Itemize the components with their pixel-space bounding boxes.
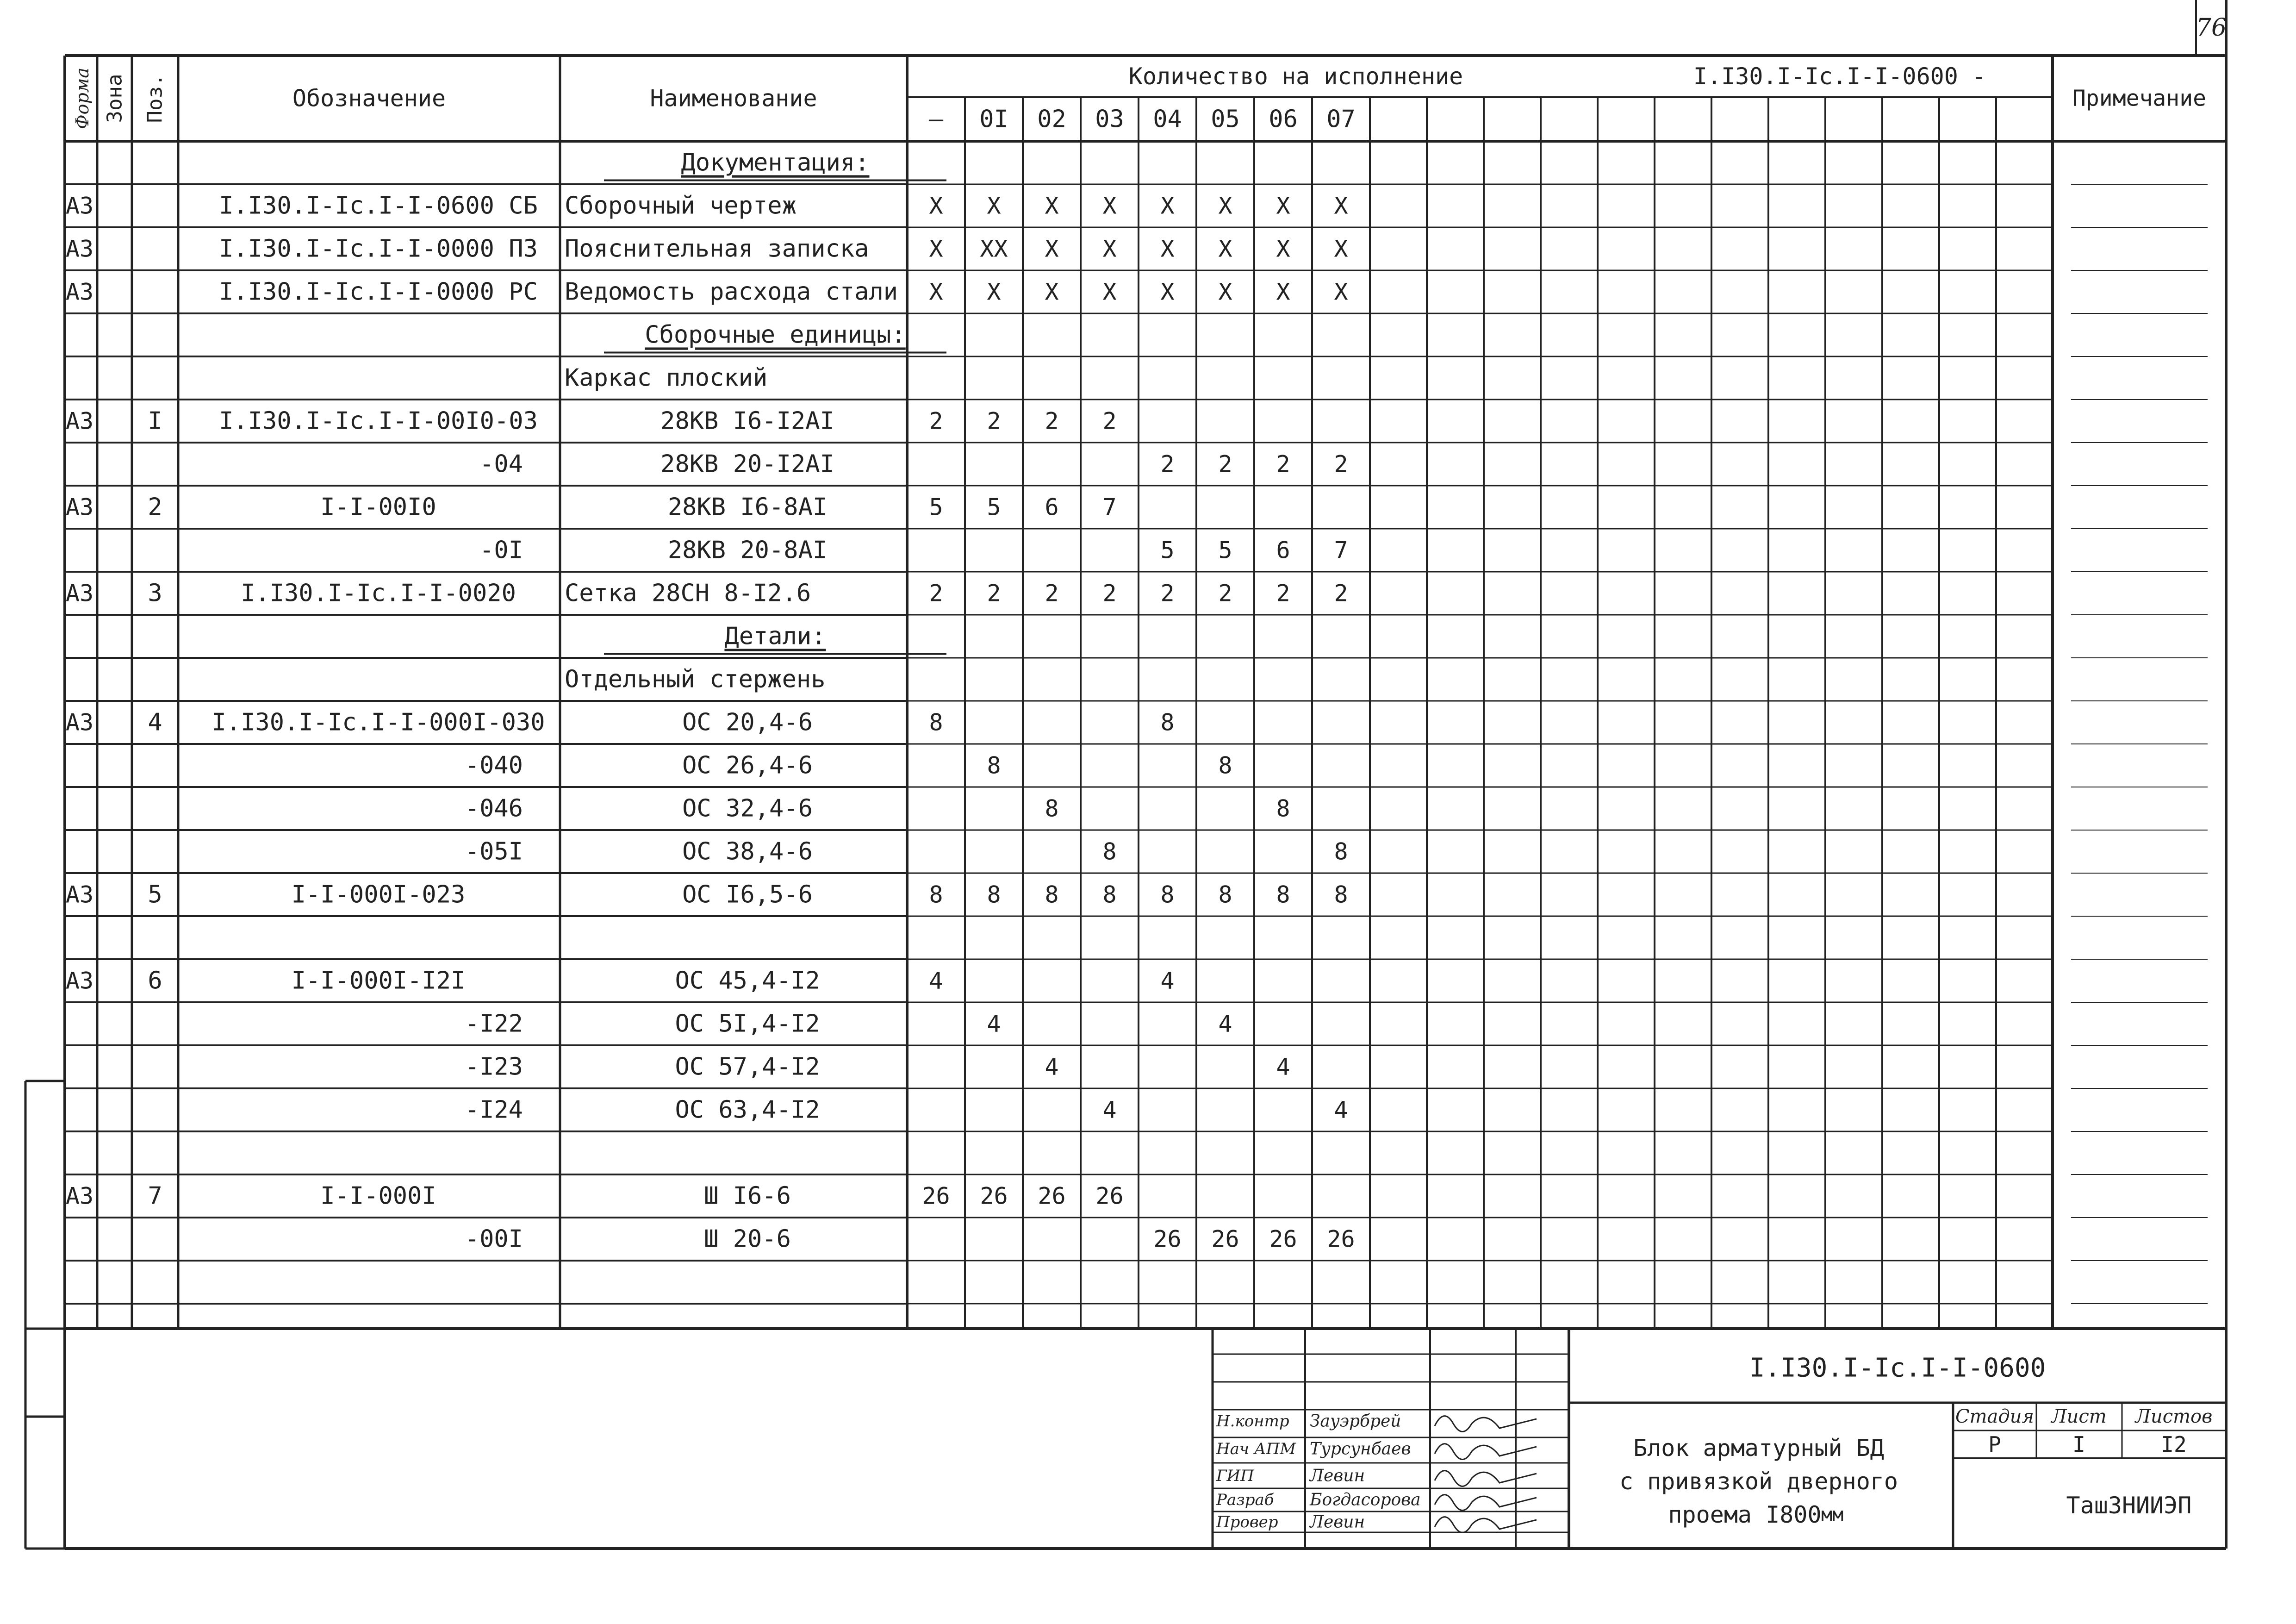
quantity-cell: 2 xyxy=(1276,450,1290,478)
quantity-cell: X xyxy=(1276,192,1290,219)
signature-name: Богдасорова xyxy=(1310,1490,1421,1510)
quantity-cell: 8 xyxy=(929,881,943,908)
cell-naimenovanie: Ш 20-6 xyxy=(704,1225,791,1253)
list-label: Лист xyxy=(2051,1406,2107,1427)
signature-role: ГИП xyxy=(1216,1467,1254,1485)
organization: ТашЗНИИЭП xyxy=(2066,1492,2192,1519)
cell-naimenovanie: Ведомость расхода стали xyxy=(565,278,898,306)
signature-name: Левин xyxy=(1310,1466,1365,1486)
quantity-cell: 2 xyxy=(1160,580,1175,607)
cell-naimenovanie: ОС 32,4-6 xyxy=(682,794,813,823)
quantity-cell: X xyxy=(1276,278,1290,306)
cell-oboznachenie: -046 xyxy=(465,794,523,823)
quantity-cell: 2 xyxy=(1102,407,1117,435)
quantity-cell: 4 xyxy=(1102,1096,1117,1124)
quantity-cell: X xyxy=(1045,278,1059,306)
cell-poz: 2 xyxy=(148,493,162,521)
quantity-cell: 26 xyxy=(1038,1182,1066,1210)
cell-oboznachenie: I-I-00I0 xyxy=(320,493,436,521)
cell-poz: 4 xyxy=(148,708,162,737)
cell-oboznachenie: -05I xyxy=(465,837,523,866)
quantity-cell: 2 xyxy=(1045,407,1059,435)
quantity-cell: 8 xyxy=(1218,752,1232,779)
quantity-cell: 2 xyxy=(1218,450,1232,478)
quantity-cell: 8 xyxy=(929,709,943,736)
cell-naimenovanie: Сетка 28СН 8-I2.6 xyxy=(565,579,811,607)
cell-forma: A3 xyxy=(65,709,94,736)
quantity-cell: X xyxy=(1334,278,1348,306)
quantity-cell: X xyxy=(1102,235,1117,262)
cell-oboznachenie: I-I-000I-I2I xyxy=(291,967,466,995)
quantity-cell: X xyxy=(1160,235,1175,262)
cell-naimenovanie: 28КВ 20-I2AI xyxy=(660,450,834,478)
variant-header: – xyxy=(928,105,944,133)
quantity-cell: 26 xyxy=(922,1182,950,1210)
quantity-cell: 8 xyxy=(1160,709,1175,736)
cell-forma: A3 xyxy=(65,192,94,219)
section-title: Сборочные единицы: xyxy=(645,321,906,349)
signature-role: Провер xyxy=(1216,1513,1278,1531)
signature-name: Левин xyxy=(1310,1512,1365,1532)
cell-naimenovanie: ОС 38,4-6 xyxy=(682,837,813,866)
quantity-cell: 4 xyxy=(987,1010,1001,1037)
quantity-cell: 4 xyxy=(929,967,943,994)
list-value: I xyxy=(2072,1432,2085,1457)
cell-naimenovanie: ОС 5I,4-I2 xyxy=(675,1010,820,1038)
header-naimenovanie: Наименование xyxy=(650,85,817,112)
variant-header: 05 xyxy=(1211,105,1240,133)
quantity-cell: 2 xyxy=(1045,580,1059,607)
cell-oboznachenie: -040 xyxy=(465,751,523,780)
cell-oboznachenie: -I24 xyxy=(465,1096,523,1124)
cell-oboznachenie: I-I-000I-023 xyxy=(291,881,466,909)
cell-oboznachenie: I.I30.I-Ic.I-I-00I0-03 xyxy=(219,407,538,435)
cell-oboznachenie: -00I xyxy=(465,1225,523,1253)
signature-role: Нач АПМ xyxy=(1216,1440,1296,1458)
quantity-cell: 26 xyxy=(1327,1225,1355,1253)
section-title: Детали: xyxy=(724,622,826,650)
quantity-cell: X xyxy=(1334,192,1348,219)
cell-naimenovanie: Каркас плоский xyxy=(565,364,768,392)
stadiya-label: Стадия xyxy=(1955,1406,2034,1427)
quantity-cell: X xyxy=(929,192,943,219)
header-base-designation: I.I30.I-Ic.I-I-0600 - xyxy=(1693,63,1986,90)
quantity-cell: 8 xyxy=(1102,881,1117,908)
quantity-cell: X xyxy=(1218,278,1232,306)
quantity-cell: 7 xyxy=(1334,537,1348,564)
title-line-1: Блок арматурный БД xyxy=(1633,1435,1884,1462)
variant-header: 07 xyxy=(1326,105,1356,133)
quantity-cell: X xyxy=(1160,192,1175,219)
title-line-3: проема I800 xyxy=(1668,1501,1822,1528)
stadiya-value: Р xyxy=(1988,1432,2001,1457)
header-kolichestvo: Количество на исполнение xyxy=(1128,63,1463,90)
quantity-cell: X xyxy=(1334,235,1348,262)
header-oboznachenie: Обозначение xyxy=(292,85,446,112)
quantity-cell: 6 xyxy=(1045,493,1059,521)
cell-naimenovanie: ОС 63,4-I2 xyxy=(675,1096,820,1124)
cell-poz: 3 xyxy=(148,579,162,607)
cell-forma: A3 xyxy=(65,1182,94,1210)
title-unit: мм xyxy=(1821,1504,1844,1525)
quantity-cell: X xyxy=(929,278,943,306)
quantity-cell: X xyxy=(1218,235,1232,262)
signature-role: Н.контр xyxy=(1216,1412,1289,1430)
quantity-cell: 4 xyxy=(1218,1010,1232,1037)
quantity-cell: X xyxy=(1045,192,1059,219)
quantity-cell: 8 xyxy=(1102,838,1117,865)
quantity-cell: 2 xyxy=(987,580,1001,607)
quantity-cell: XX xyxy=(980,235,1008,262)
header-primechanie: Примечание xyxy=(2072,85,2206,112)
quantity-cell: 8 xyxy=(1276,881,1290,908)
cell-oboznachenie: I.I30.I-Ic.I-I-0600 СБ xyxy=(219,192,538,220)
quantity-cell: X xyxy=(929,235,943,262)
quantity-cell: 2 xyxy=(929,407,943,435)
quantity-cell: 8 xyxy=(1334,881,1348,908)
cell-naimenovanie: ОС 45,4-I2 xyxy=(675,967,820,995)
quantity-cell: 8 xyxy=(1160,881,1175,908)
quantity-cell: 2 xyxy=(1160,450,1175,478)
cell-naimenovanie: ОС I6,5-6 xyxy=(682,881,813,909)
cell-oboznachenie: I.I30.I-Ic.I-I-0000 ПЗ xyxy=(219,235,538,263)
quantity-cell: 4 xyxy=(1045,1053,1059,1081)
cell-naimenovanie: Ш I6-6 xyxy=(704,1182,791,1210)
quantity-cell: 4 xyxy=(1160,967,1175,994)
quantity-cell: 2 xyxy=(1334,580,1348,607)
quantity-cell: 2 xyxy=(1218,580,1232,607)
quantity-cell: 26 xyxy=(1153,1225,1182,1253)
quantity-cell: 8 xyxy=(1045,795,1059,822)
cell-naimenovanie: ОС 20,4-6 xyxy=(682,708,813,737)
signature-role: Разраб xyxy=(1216,1491,1274,1509)
quantity-cell: 8 xyxy=(1218,881,1232,908)
variant-header: 06 xyxy=(1269,105,1298,133)
quantity-cell: 8 xyxy=(1334,838,1348,865)
cell-oboznachenie: I-I-000I xyxy=(320,1182,436,1210)
quantity-cell: 2 xyxy=(1334,450,1348,478)
header-forma: Форма xyxy=(72,68,93,129)
quantity-cell: X xyxy=(1102,278,1117,306)
section-title: Документация: xyxy=(681,149,870,177)
cell-forma: A3 xyxy=(65,580,94,607)
cell-forma: A3 xyxy=(65,493,94,521)
title-designation: I.I30.I-Ic.I-I-0600 xyxy=(1749,1353,2046,1383)
cell-naimenovanie: 28КВ 20-8AI xyxy=(667,536,828,564)
quantity-cell: 8 xyxy=(1045,881,1059,908)
quantity-cell: 26 xyxy=(1211,1225,1239,1253)
quantity-cell: 2 xyxy=(987,407,1001,435)
quantity-cell: 2 xyxy=(1276,580,1290,607)
quantity-cell: X xyxy=(1160,278,1175,306)
cell-oboznachenie: -I22 xyxy=(465,1010,523,1038)
cell-poz: I xyxy=(148,407,162,435)
quantity-cell: 5 xyxy=(929,493,943,521)
cell-oboznachenie: -0I xyxy=(479,536,523,564)
quantity-cell: 6 xyxy=(1276,537,1290,564)
quantity-cell: 7 xyxy=(1102,493,1117,521)
quantity-cell: 5 xyxy=(1218,537,1232,564)
variant-header: 02 xyxy=(1037,105,1066,133)
title-line-2: с привязкой дверного xyxy=(1619,1468,1898,1495)
quantity-cell: 8 xyxy=(987,752,1001,779)
quantity-cell: 26 xyxy=(1269,1225,1297,1253)
cell-naimenovanie: Отдельный стержень xyxy=(565,665,826,693)
quantity-cell: X xyxy=(1276,235,1290,262)
header-poz: Поз. xyxy=(143,74,167,123)
cell-oboznachenie: -04 xyxy=(479,450,523,478)
cell-naimenovanie: ОС 26,4-6 xyxy=(682,751,813,780)
variant-header: 0I xyxy=(979,105,1008,133)
listov-value: I2 xyxy=(2161,1432,2187,1457)
quantity-cell: 2 xyxy=(929,580,943,607)
page-number: 76 xyxy=(2196,14,2227,42)
variant-header: 03 xyxy=(1095,105,1124,133)
cell-naimenovanie: Пояснительная записка xyxy=(565,235,869,263)
cell-forma: A3 xyxy=(65,235,94,262)
cell-naimenovanie: 28КВ I6-I2AI xyxy=(660,407,834,435)
cell-oboznachenie: I.I30.I-Ic.I-I-0000 РС xyxy=(219,278,538,306)
cell-forma: A3 xyxy=(65,967,94,994)
cell-naimenovanie: 28КВ I6-8AI xyxy=(667,493,828,521)
quantity-cell: 8 xyxy=(1276,795,1290,822)
quantity-cell: 2 xyxy=(1102,580,1117,607)
quantity-cell: 4 xyxy=(1276,1053,1290,1081)
cell-forma: A3 xyxy=(65,407,94,435)
quantity-cell: 5 xyxy=(1160,537,1175,564)
quantity-cell: X xyxy=(1218,192,1232,219)
cell-oboznachenie: I.I30.I-Ic.I-I-0020 xyxy=(241,579,516,607)
cell-oboznachenie: -I23 xyxy=(465,1053,523,1081)
listov-label: Листов xyxy=(2135,1406,2213,1427)
quantity-cell: 8 xyxy=(987,881,1001,908)
cell-naimenovanie: Сборочный чертеж xyxy=(565,192,796,220)
cell-naimenovanie: ОС 57,4-I2 xyxy=(675,1053,820,1081)
quantity-cell: 4 xyxy=(1334,1096,1348,1124)
quantity-cell: X xyxy=(987,278,1001,306)
cell-oboznachenie: I.I30.I-Ic.I-I-000I-030 xyxy=(212,708,545,737)
header-zona: Зона xyxy=(103,74,127,123)
quantity-cell: X xyxy=(987,192,1001,219)
quantity-cell: X xyxy=(1102,192,1117,219)
quantity-cell: 26 xyxy=(1095,1182,1124,1210)
quantity-cell: 26 xyxy=(980,1182,1008,1210)
variant-header: 04 xyxy=(1153,105,1182,133)
cell-forma: A3 xyxy=(65,881,94,908)
quantity-cell: 5 xyxy=(987,493,1001,521)
quantity-cell: X xyxy=(1045,235,1059,262)
cell-forma: A3 xyxy=(65,278,94,306)
cell-poz: 6 xyxy=(148,967,162,995)
cell-poz: 5 xyxy=(148,881,162,909)
signature-name: Зауэрбрей xyxy=(1310,1412,1401,1431)
signature-name: Турсунбаев xyxy=(1310,1439,1411,1459)
cell-poz: 7 xyxy=(148,1182,162,1210)
